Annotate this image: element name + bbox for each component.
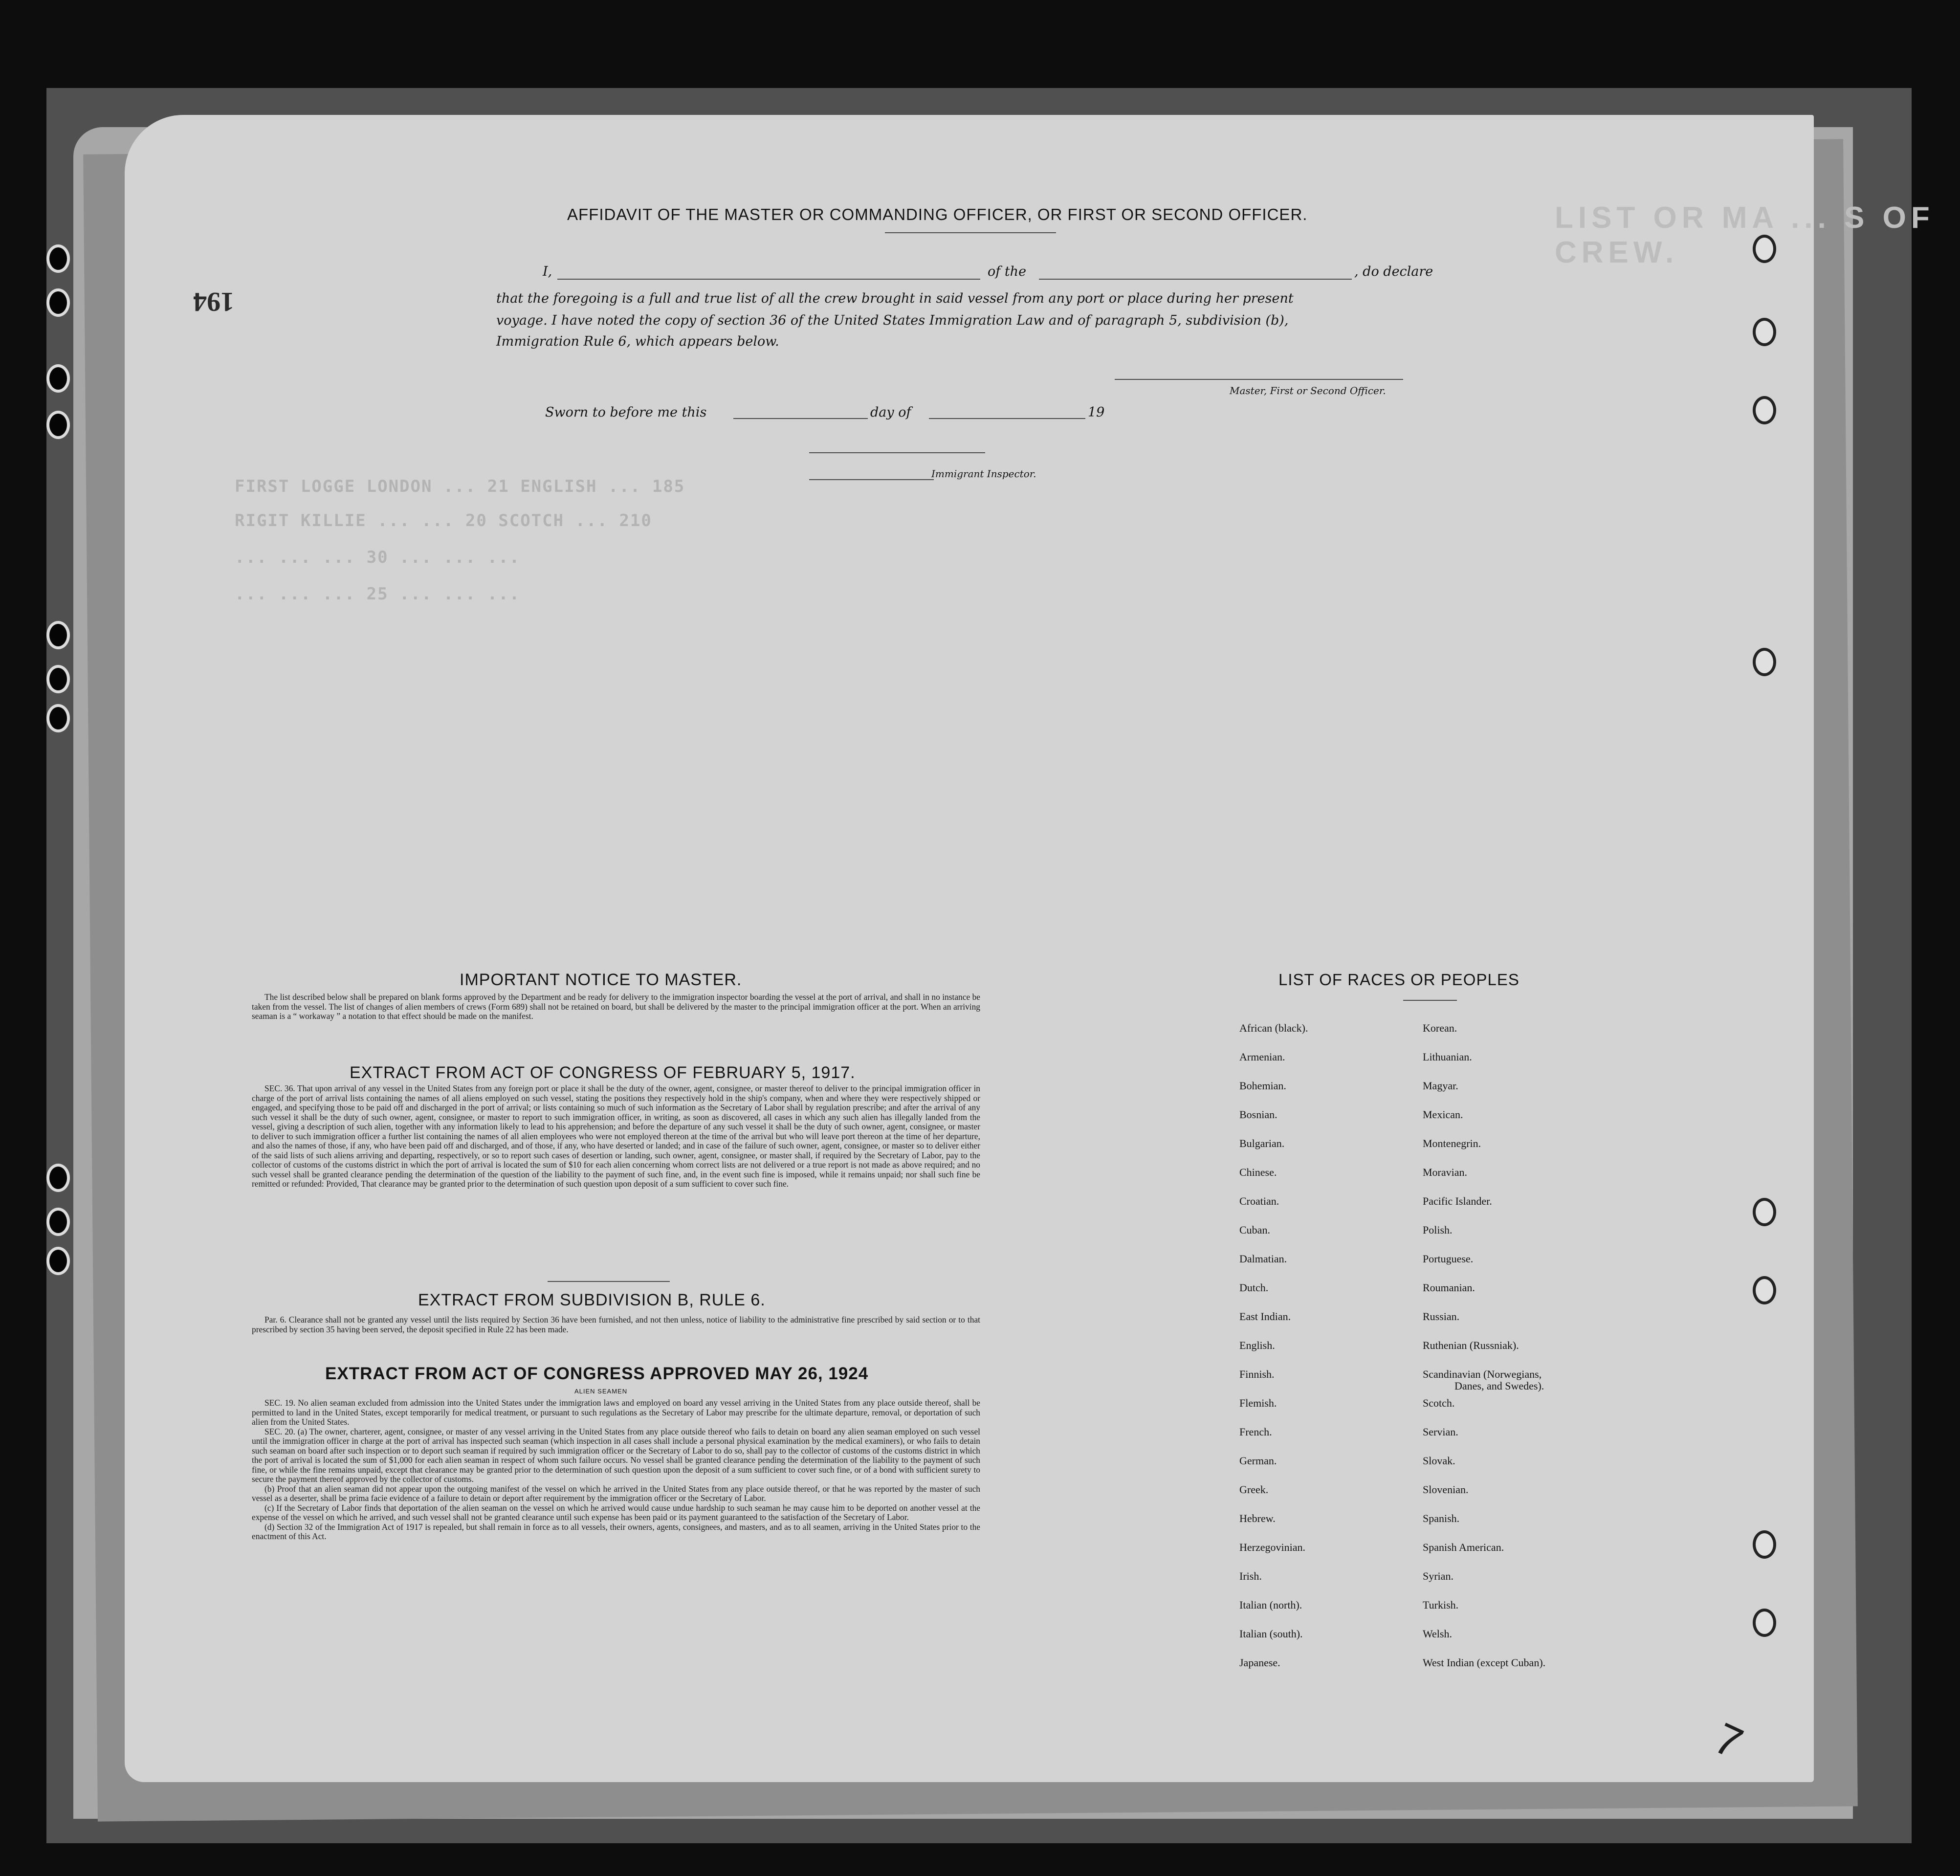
- extract-1924-paragraph: (d) Section 32 of the Immigration Act of 1917 is repealed, but shall remain in force as to all vessels, their owners, agents, consignees, and masters, and as to all seamen, arriving in the United States prior to the enactment of this Act.: [252, 1522, 980, 1541]
- sworn-prefix: Sworn to before me this: [545, 405, 707, 420]
- binder-hole: [46, 364, 70, 393]
- race-item: Cuban.: [1239, 1224, 1270, 1236]
- race-item: Roumanian.: [1423, 1281, 1475, 1294]
- binder-hole: [1753, 1276, 1776, 1304]
- binder-hole: [1753, 318, 1776, 346]
- race-item: German.: [1239, 1455, 1277, 1467]
- race-item: Hebrew.: [1239, 1512, 1276, 1524]
- race-item: Flemish.: [1239, 1397, 1277, 1409]
- race-item: Montenegrin.: [1423, 1137, 1481, 1149]
- inspector-signature-line-2[interactable]: [809, 479, 934, 480]
- binder-hole: [1753, 396, 1776, 424]
- bleed-through-row: ... ... ... 25 ... ... ...: [235, 584, 521, 604]
- binder-hole: [1753, 1609, 1776, 1637]
- name-blank[interactable]: [557, 279, 980, 280]
- race-item: Greek.: [1239, 1483, 1269, 1496]
- extract-1917-text: [252, 1084, 980, 1189]
- vessel-blank[interactable]: [1039, 279, 1352, 280]
- race-item: Polish.: [1423, 1224, 1453, 1236]
- master-signature-label: Master, First or Second Officer.: [1230, 385, 1386, 397]
- notice-paragraph: The list described below shall be prepared on blank forms approved by the Department and be ready for delivery to the immigration inspector boarding the vessel at the port of arrival, and shall in no instance be taken from the vessel. The list of changes of alien members of crews (Form 689) shall not be retained on board, but shall be delivered by the master to the principal immigration officer at the port. When an arriving seaman is a “ workaway ” a notation to that effect should be made on the manifest.: [252, 992, 980, 1021]
- race-item: Scandinavian (Norwegians,: [1423, 1368, 1542, 1380]
- race-item: West Indian (except Cuban).: [1423, 1656, 1546, 1669]
- binder-hole: [46, 1247, 70, 1275]
- affidavit-i: I,: [543, 264, 552, 279]
- notice-text: [252, 993, 980, 1021]
- binder-hole: [1753, 1198, 1776, 1226]
- race-item: Mexican.: [1423, 1108, 1463, 1121]
- race-item: Irish.: [1239, 1570, 1262, 1582]
- binder-hole: [46, 244, 70, 273]
- extract-1924-paragraph: SEC. 20. (a) The owner, charterer, agent, consignee, or master of any vessel arriving in the United States from any place outside thereof who fails to detain on board any alien seaman employed on such vessel until the immigration officer in charge at the port of arrival has inspected such seaman (which inspection in all cases shall include a personal physical examination by the medical examiners), or who fails to detain such seaman on board after such inspection or to deport such seaman if required by such immigration officer or the Secretary of Labor to do so, shall pay to the collector of customs of the customs district in which the port of arrival is located the sum of $1,000 for each alien seaman in respect of whom such failure occurs. No vessel shall be granted clearance pending the determination of the liability to the payment of such fine, or while the fine remains unpaid, except that clearance may be granted prior to the determination of such question upon the deposit of a sum sufficient to cover such fine, or of a bond with sufficient surety to secure the payment thereof approved by the collector of customs.: [252, 1426, 980, 1484]
- binder-hole: [46, 621, 70, 649]
- race-item: Spanish.: [1423, 1512, 1460, 1524]
- race-item: Syrian.: [1423, 1570, 1453, 1582]
- extract-rule6-text: [252, 1315, 980, 1334]
- affidavit-title: AFFIDAVIT OF THE MASTER OR COMMANDING OFFICER, OR FIRST OR SECOND OFFICER.: [567, 205, 1308, 223]
- affidavit-of-the: of the: [988, 264, 1027, 279]
- race-item: Moravian.: [1423, 1166, 1468, 1178]
- race-item: Ruthenian (Russniak).: [1423, 1339, 1519, 1351]
- race-item: Armenian.: [1239, 1051, 1285, 1063]
- race-item: Dutch.: [1239, 1281, 1269, 1294]
- binder-hole: [1753, 1530, 1776, 1559]
- race-item: Magyar.: [1423, 1080, 1458, 1092]
- race-item: Bosnian.: [1239, 1108, 1277, 1121]
- races-title-underline: [1403, 1000, 1457, 1001]
- sworn-day-of: day of: [870, 405, 911, 420]
- race-item: Italian (south).: [1239, 1628, 1303, 1640]
- race-item: Pacific Islander.: [1423, 1195, 1492, 1207]
- binder-hole: [1753, 648, 1776, 676]
- race-item: Herzegovinian.: [1239, 1541, 1305, 1553]
- race-item: Scotch.: [1423, 1397, 1455, 1409]
- binder-hole: [46, 665, 70, 693]
- notice-title: IMPORTANT NOTICE TO MASTER.: [460, 971, 742, 989]
- extract-rule6-title: EXTRACT FROM SUBDIVISION B, RULE 6.: [418, 1291, 766, 1309]
- race-item: English.: [1239, 1339, 1275, 1351]
- bleed-through-row: FIRST LOGGE LONDON ... 21 ENGLISH ... 185: [235, 477, 685, 496]
- affidavit-declare: , do declare: [1354, 264, 1433, 279]
- race-item: East Indian.: [1239, 1310, 1291, 1323]
- race-item-continuation: Danes, and Swedes).: [1454, 1380, 1544, 1392]
- race-item: African (black).: [1239, 1022, 1308, 1034]
- extract-1924-paragraph: (c) If the Secretary of Labor finds that deportation of the alien seaman on the vessel on which he arrived would cause undue hardship to such seaman he may cause him to be deported on another vessel at the expense of the vessel on which he arrived, and such vessel shall not be granted clearance until such expense has been paid or its payment guaranteed to the satisfaction of the Secretary of Labor.: [252, 1502, 980, 1522]
- race-item: Slovak.: [1423, 1455, 1455, 1467]
- bleed-through-row: RIGIT KILLIE ... ... 20 SCOTCH ... 210: [235, 511, 652, 530]
- sworn-year: 19: [1088, 405, 1105, 420]
- extract-1924-text: [252, 1398, 980, 1542]
- bleed-through-title: LIST OR MA ... S OF CREW.: [1555, 201, 1935, 269]
- extract-1924-paragraph: SEC. 19. No alien seaman excluded from admission into the United States under the immigration laws and employed on board any vessel arriving in the United States from any place outside thereof, shall be permitted to land in the United States, except temporarily for medical treatment, or pursuant to such regulations as the Secretary of Labor may prescribe for the ultimate departure, removal, or deportation of such alien from the United States.: [252, 1398, 980, 1427]
- race-item: Croatian.: [1239, 1195, 1279, 1207]
- race-item: Spanish American.: [1423, 1541, 1504, 1553]
- master-signature-line[interactable]: [1115, 379, 1403, 380]
- races-column-2: [1423, 1022, 1545, 1685]
- race-item: Lithuanian.: [1423, 1051, 1472, 1063]
- race-item: Welsh.: [1423, 1628, 1452, 1640]
- binder-hole: [46, 288, 70, 317]
- race-item: Italian (north).: [1239, 1599, 1302, 1611]
- race-item: Russian.: [1423, 1310, 1460, 1323]
- page-number-stamp: 194: [193, 287, 234, 317]
- binder-hole: [46, 1164, 70, 1192]
- binder-hole: [46, 704, 70, 732]
- section-divider: [548, 1281, 670, 1282]
- race-item: Chinese.: [1239, 1166, 1277, 1178]
- extract-1917-paragraph: SEC. 36. That upon arrival of any vessel in the United States from any foreign port or place it shall be the duty of the owner, agent, consignee, or master thereof to deliver to the principal immigration officer in charge of the port of arrival lists containing the names of all aliens employed on such vessel, stating the positions they respectively hold in the ship's company, when and where they were respectively shipped or engaged, and specifying those to be paid off and discharged in the port of arrival; or lists containing so much of such information as the Secretary of Labor shall by regulation prescribe; and after the arrival of any such vessel it shall be the duty of such owner, agent, consignee, or master to report to such immigration officer, in writing, as soon as discovered, all cases in which any such alien has illegally landed from the vessel, giving a description of such alien, together with any information likely to lead to his apprehension; and before the departure of any such vessel it shall be the duty of such owner, agent, consignee, or master to deliver to such immigration officer a further list containing the names of all alien employees who were not employed thereon at the time of the arrival but who will leave port thereon at the time of her departure, and also the names of those, if any, who have been paid off and discharged, and of those, if any, who have deserted or landed; and in case of the failure of such owner, agent, consignee, or master so to deliver either of the said lists of such aliens arriving and departing, respectively, or so to report such cases of desertion or landing, such owner, agent, consignee, or master shall, if required by the Secretary of Labor, pay to the collector of customs of the customs district in which the port of arrival is located the sum of $10 for each alien concerning whom correct lists are not delivered or a true report is not made as above required; and no such vessel shall be granted clearance pending the determination of the question of the liability to the payment of such fine, and, in the event such fine is imposed, while it remains unpaid; nor shall such fine be remitted or refunded: Provided, That clearance may be granted prior to the determination of such question upon deposit of a sum sufficient to cover such fine.: [252, 1083, 980, 1189]
- races-column-1: [1239, 1022, 1308, 1685]
- races-title: LIST OF RACES OR PEOPLES: [1278, 971, 1520, 989]
- race-item: Slovenian.: [1423, 1483, 1469, 1496]
- affidavit-line: Immigration Rule 6, which appears below.: [496, 334, 779, 349]
- extract-1924-subtitle: ALIEN SEAMEN: [574, 1388, 628, 1395]
- handwritten-mark: 7: [1707, 1714, 1750, 1768]
- race-item: Servian.: [1423, 1426, 1458, 1438]
- binder-hole: [46, 411, 70, 439]
- extract-1917-title: EXTRACT FROM ACT OF CONGRESS OF FEBRUARY 5, 1917.: [350, 1063, 856, 1082]
- race-item: French.: [1239, 1426, 1272, 1438]
- extract-rule6-paragraph: Par. 6. Clearance shall not be granted any vessel until the lists required by Section 36 have been furnished, and not then unless, notice of liability to the administrative fine prescribed by said section or to that prescribed by section 35 having been served, the deposit specified in Rule 22 has been made.: [252, 1315, 980, 1334]
- sworn-month-blank[interactable]: [929, 418, 1085, 419]
- race-item: Portuguese.: [1423, 1253, 1474, 1265]
- race-item: Japanese.: [1239, 1656, 1280, 1669]
- race-item: Dalmatian.: [1239, 1253, 1287, 1265]
- affidavit-line: voyage. I have noted the copy of section 36 of the United States Immigration Law and of paragraph 5, subdivision (b),: [496, 313, 1289, 328]
- sworn-day-blank[interactable]: [733, 418, 868, 419]
- race-item: Korean.: [1423, 1022, 1457, 1034]
- extract-1924-title: EXTRACT FROM ACT OF CONGRESS APPROVED MAY 26, 1924: [325, 1364, 869, 1383]
- inspector-signature-line-1[interactable]: [809, 452, 985, 453]
- extract-1924-paragraph: (b) Proof that an alien seaman did not appear upon the outgoing manifest of the vessel on which he arrived in the United States from any place outside thereof, or that he was reported by the master of such vessel as a deserter, shall be prima facie evidence of a failure to detain or deport after requirement by the immigration officer or the Secretary of Labor.: [252, 1483, 980, 1503]
- race-item: Finnish.: [1239, 1368, 1275, 1380]
- bleed-through-row: ... ... ... 30 ... ... ...: [235, 548, 521, 567]
- race-item: Bohemian.: [1239, 1080, 1286, 1092]
- inspector-label: Immigrant Inspector.: [931, 468, 1036, 480]
- affidavit-line: that the foregoing is a full and true list of all the crew brought in said vessel from any port or place during her present: [496, 291, 1294, 306]
- binder-hole: [46, 1208, 70, 1236]
- race-item: Bulgarian.: [1239, 1137, 1285, 1149]
- race-item: Turkish.: [1423, 1599, 1459, 1611]
- title-underline: [885, 232, 1056, 233]
